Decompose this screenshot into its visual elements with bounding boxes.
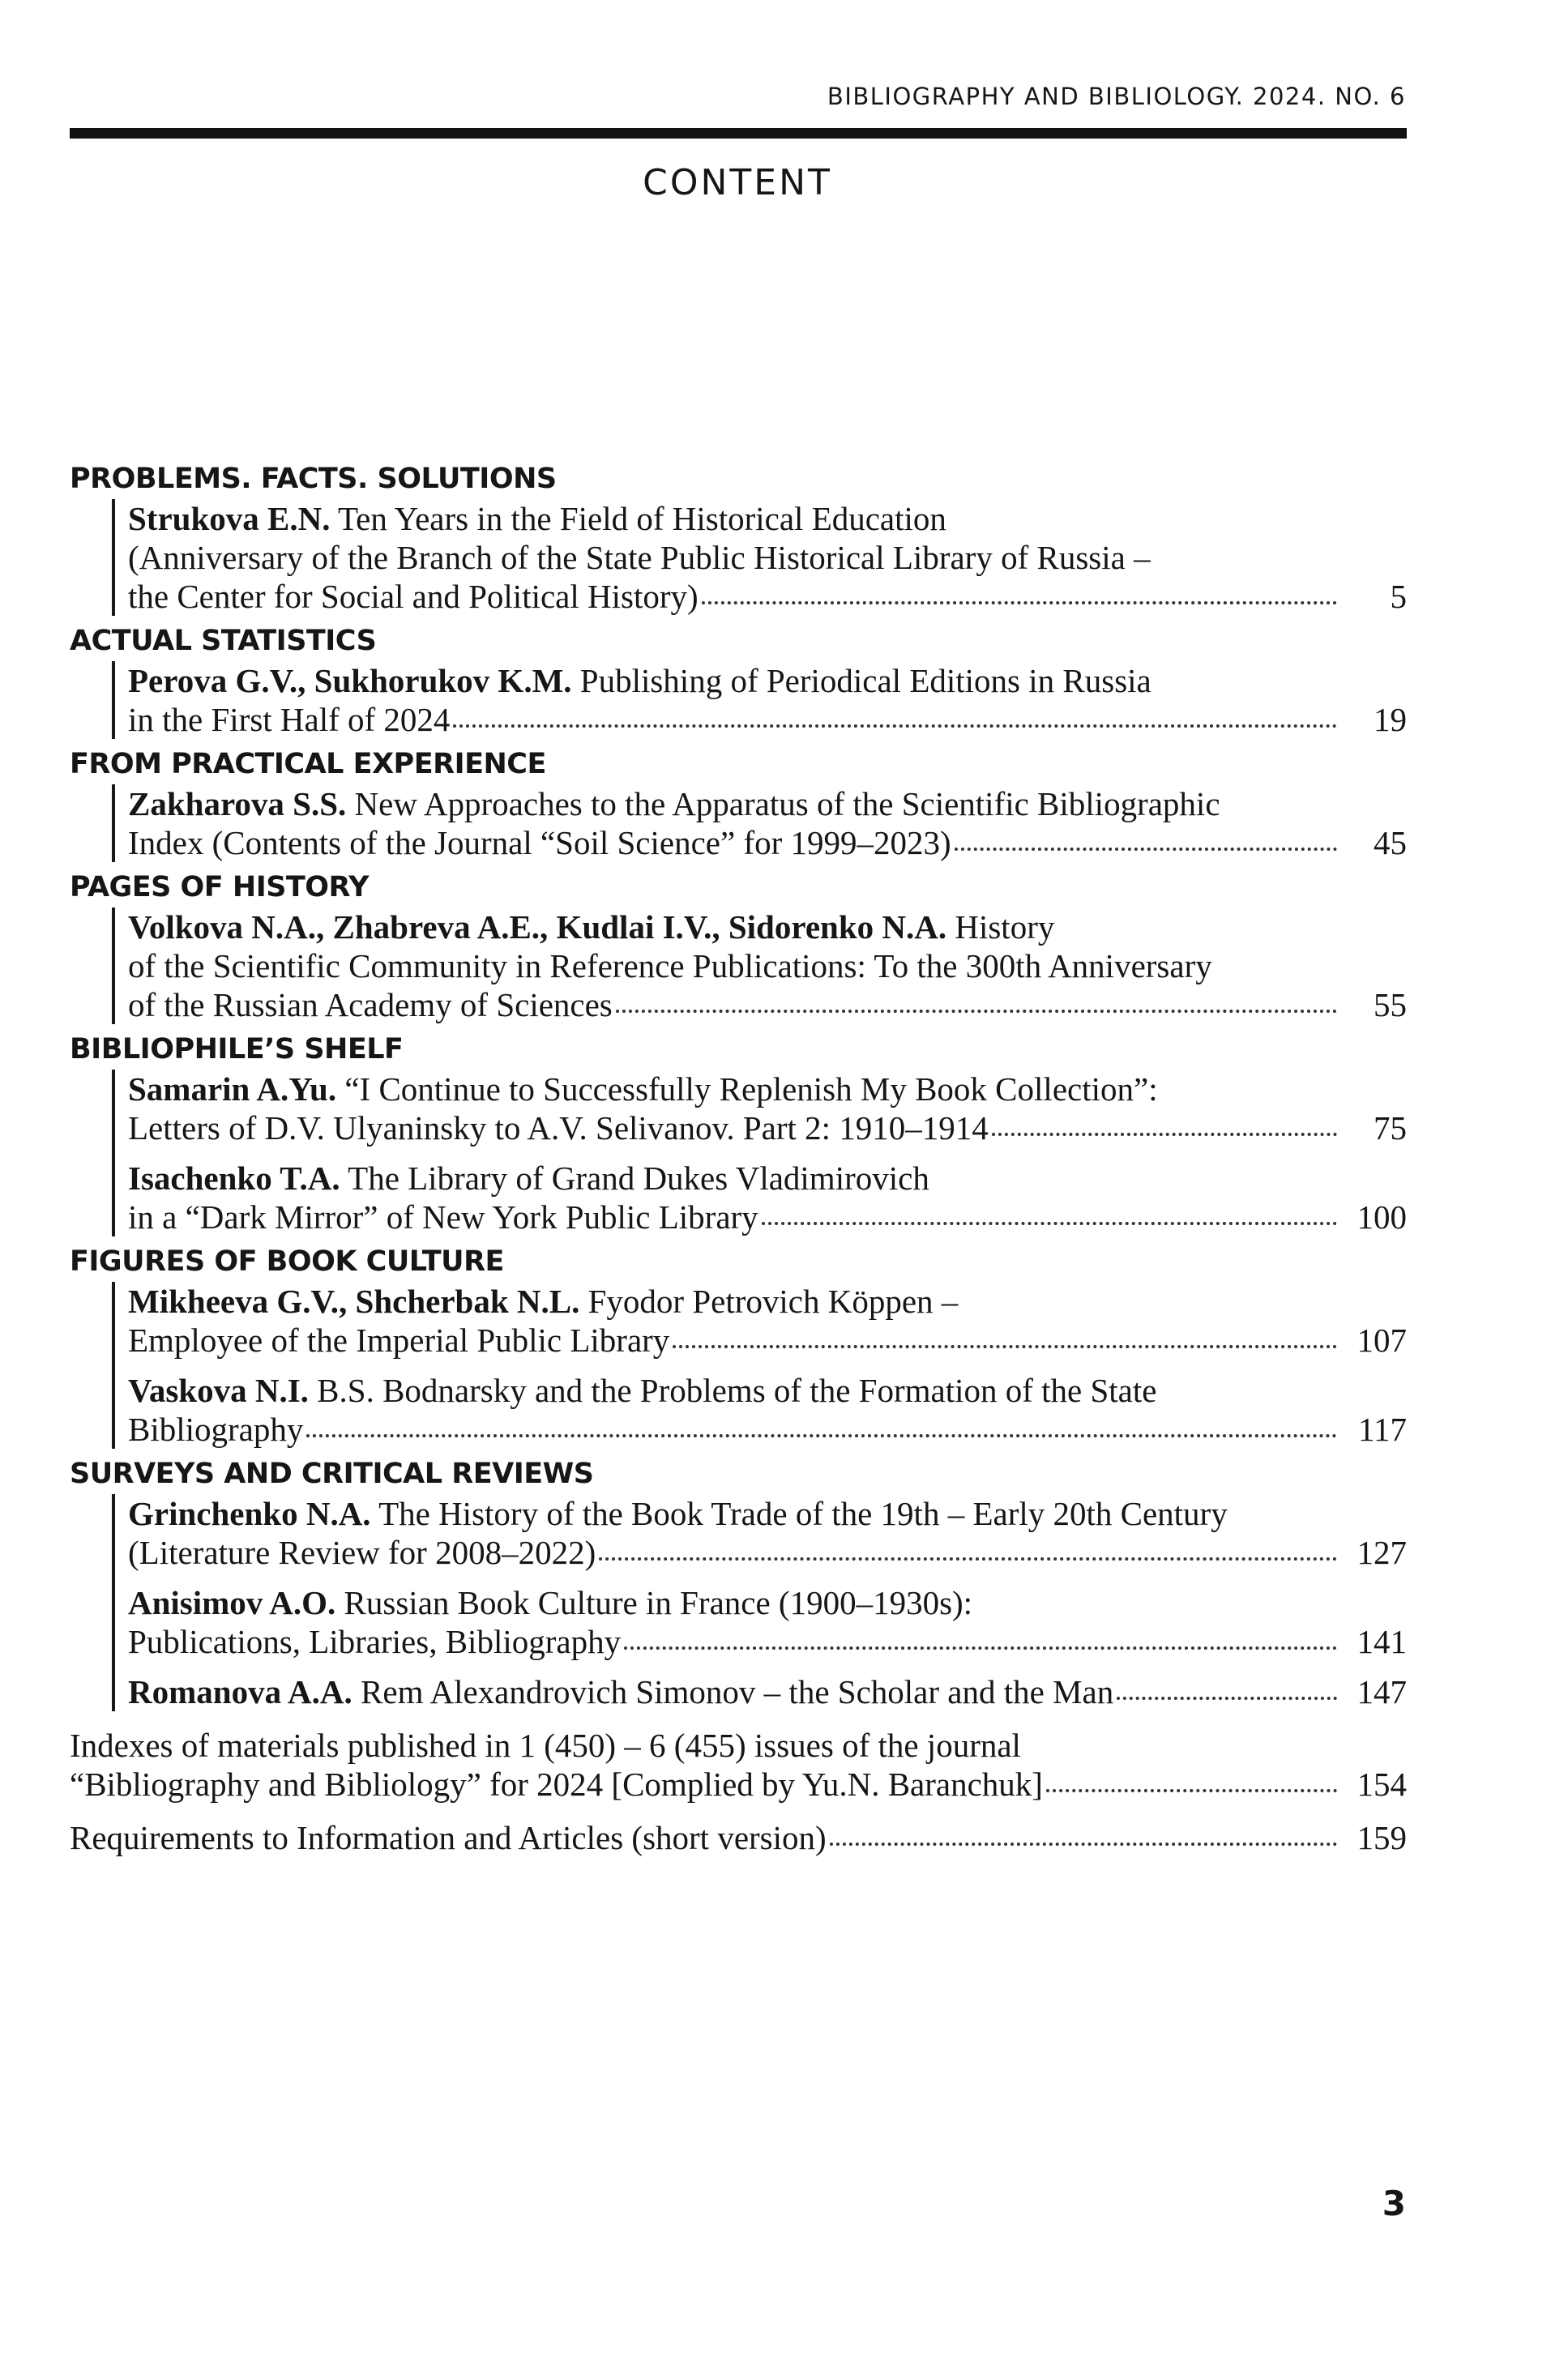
entry-title-text: (Anniversary of the Branch of the State Public Historical Library of Russia – [128,539,1151,576]
entry-title-line [128,1070,1407,1108]
page-number: 3 [1382,2184,1406,2223]
journal-header: BIBLIOGRAPHY AND BIBLIOLOGY. 2024. NO. 6 [827,83,1406,110]
entry-title-line [70,1726,1407,1765]
section-entries [112,1282,1407,1449]
entry-title-text: B.S. Bodnarsky and the Problems of the Formation of the State [308,1372,1157,1409]
entry-title-text [128,985,613,1024]
entry-title-end: Rem Alexandrovich Simonov – the Scholar and the Man [352,1673,1114,1710]
entry-last-line [70,1765,1407,1804]
entry-last-line [70,1818,1407,1857]
dot-leader [762,1214,1337,1225]
entry-last-line [128,1672,1407,1711]
entry-title-text: Ten Years in the Field of Historical Education [330,500,946,537]
entry-authors: Isachenko T.A. [128,1159,340,1197]
entry-title-line [128,538,1407,577]
entry-last-line [128,1410,1407,1449]
entry-title-line [128,1583,1407,1622]
entry-page-number: 154 [1357,1766,1407,1803]
content-title: CONTENT [643,162,832,203]
dot-leader [702,593,1337,604]
entry-page-number: 100 [1357,1198,1407,1236]
section-heading: PROBLEMS. FACTS. SOLUTIONS [70,463,557,495]
entry-last-line [128,1198,1407,1236]
entry-page-number: 5 [1390,578,1407,615]
entry-title-line [128,499,1407,538]
entry-title-line [128,907,1407,946]
entry-title-end: “Bibliography and Bibliology” for 2024 [Complied by Yu.N. Baranchuk] [70,1766,1043,1803]
toc-entry [128,1494,1407,1572]
entry-title-line [128,1282,1407,1321]
entry-title-text: The History of the Book Trade of the 19th – Early 20th Century [370,1495,1228,1532]
entry-title-line [128,661,1407,700]
entry-title-text [128,1533,596,1572]
dot-leader [453,716,1337,728]
entry-authors: Samarin A.Yu. [128,1070,337,1108]
dot-leader [599,1549,1337,1561]
entry-last-line [128,823,1407,862]
entry-title-end: in a “Dark Mirror” of New York Public Library [128,1198,758,1236]
section-heading: FIGURES OF BOOK CULTURE [70,1245,504,1278]
dot-leader [955,839,1337,851]
entry-title-line [128,1494,1407,1533]
entry-title-end: Index (Contents of the Journal “Soil Science” for 1999–2023) [128,824,951,861]
entry-page-number: 141 [1357,1623,1407,1660]
entry-last-line [128,1321,1407,1360]
section-heading: FROM PRACTICAL EXPERIENCE [70,748,546,780]
entry-authors: Mikheeva G.V., Shcherbak N.L. [128,1283,580,1320]
entry-title-text [128,1198,758,1236]
entry-title-text: “I Continue to Successfully Replenish My Book Collection”: [336,1070,1158,1108]
section-entries [112,907,1407,1024]
entry-title-end: Letters of D.V. Ulyaninsky to A.V. Selivanov. Part 2: 1910–1914 [128,1109,989,1147]
entry-title-text [128,700,450,739]
table-of-contents [70,462,1407,1868]
section-heading: SURVEYS AND CRITICAL REVIEWS [70,1458,594,1490]
entry-title-line [128,1159,1407,1198]
section-heading: PAGES OF HISTORY [70,871,369,903]
toc-entry [128,784,1407,862]
entry-title-text: The Library of Grand Dukes Vladimirovich [340,1159,929,1197]
entry-authors: Grinchenko N.A. [128,1495,371,1532]
dot-leader [616,1001,1337,1013]
entry-page-number: 107 [1357,1322,1407,1359]
entry-authors: Volkova N.A., Zhabreva A.E., Kudlai I.V., Sidorenko N.A. [128,908,947,946]
entry-last-line [128,700,1407,739]
entry-title-end: (Literature Review for 2008–2022) [128,1534,596,1571]
toc-entry [128,499,1407,616]
dot-leader [673,1337,1337,1348]
entry-title-end: Employee of the Imperial Public Library [128,1322,670,1359]
section-entries [112,499,1407,616]
section-entries [112,1494,1407,1711]
entry-authors: Romanova A.A. [128,1673,352,1710]
dot-leader [992,1125,1337,1136]
section-heading: ACTUAL STATISTICS [70,625,377,657]
toc-entry [70,1818,1407,1857]
entry-title-text [128,1108,989,1147]
entry-authors: Vaskova N.I. [128,1372,309,1409]
entry-page-number: 75 [1374,1109,1407,1147]
entry-title-text [128,823,951,862]
entry-title-end: the Center for Social and Political History) [128,578,699,615]
dot-leader [624,1638,1337,1650]
entry-authors: Perova G.V., Sukhorukov K.M. [128,662,572,699]
dot-leader [830,1834,1337,1846]
toc-entry [128,1070,1407,1147]
entry-page-number: 19 [1374,701,1407,738]
entry-title-text [70,1818,827,1857]
toc-entry [128,661,1407,739]
entry-title-text [128,1321,669,1360]
entry-authors: Strukova E.N. [128,500,331,537]
entry-title-line [128,946,1407,985]
entry-page-number: 117 [1358,1411,1407,1448]
dot-leader [306,1426,1337,1437]
entry-title-text: Indexes of materials published in 1 (450) – 6 (455) issues of the journal [70,1727,1021,1764]
entry-title-text: of the Scientific Community in Reference Publications: To the 300th Anniversary [128,947,1212,984]
entry-title-text [128,577,699,616]
entry-authors: Zakharova S.S. [128,785,347,822]
entry-title-text [128,1410,303,1449]
entry-last-line [128,1622,1407,1661]
entry-title-end: Bibliography [128,1411,304,1448]
entry-last-line [128,1533,1407,1572]
entry-title-line [128,1371,1407,1410]
entry-page-number: 159 [1357,1819,1407,1856]
entry-title-end: Publications, Libraries, Bibliography [128,1623,622,1660]
entry-title-text: Fyodor Petrovich Köppen – [579,1283,959,1320]
entry-authors: Anisimov A.O. [128,1584,336,1621]
entry-page-number: 55 [1374,986,1407,1023]
entry-title-text: Russian Book Culture in France (1900–1930s): [335,1584,973,1621]
entry-title-text: History [946,908,1055,946]
dot-leader [1117,1689,1337,1700]
section-heading: BIBLIOPHILE’S SHELF [70,1033,404,1065]
entry-page-number: 147 [1357,1673,1407,1710]
entry-title-text: New Approaches to the Apparatus of the Scientific Bibliographic [346,785,1220,822]
entry-title-end: in the First Half of 2024 [128,701,451,738]
section-entries [112,1070,1407,1236]
toc-entry [128,1282,1407,1360]
entry-page-number: 127 [1357,1534,1407,1571]
section-entries [112,784,1407,862]
section-entries [112,661,1407,739]
toc-entry [128,1672,1407,1711]
toc-entry [128,907,1407,1024]
entry-title-text [128,1622,621,1661]
entry-last-line [128,577,1407,616]
entry-title-text: Publishing of Periodical Editions in Russia [571,662,1151,699]
dot-leader [1046,1781,1337,1792]
toc-entry [128,1371,1407,1449]
entry-page-number: 45 [1374,824,1407,861]
entry-title-text [70,1765,1043,1804]
toc-entry [128,1583,1407,1661]
entry-title-text [128,1672,1113,1711]
header-rule [70,128,1407,139]
entry-last-line [128,985,1407,1024]
entry-title-line [128,784,1407,823]
toc-entry [128,1159,1407,1236]
toc-entry [70,1726,1407,1804]
entry-title-end: Requirements to Information and Articles (short version) [70,1819,827,1856]
entry-last-line [128,1108,1407,1147]
entry-title-end: of the Russian Academy of Sciences [128,986,613,1023]
